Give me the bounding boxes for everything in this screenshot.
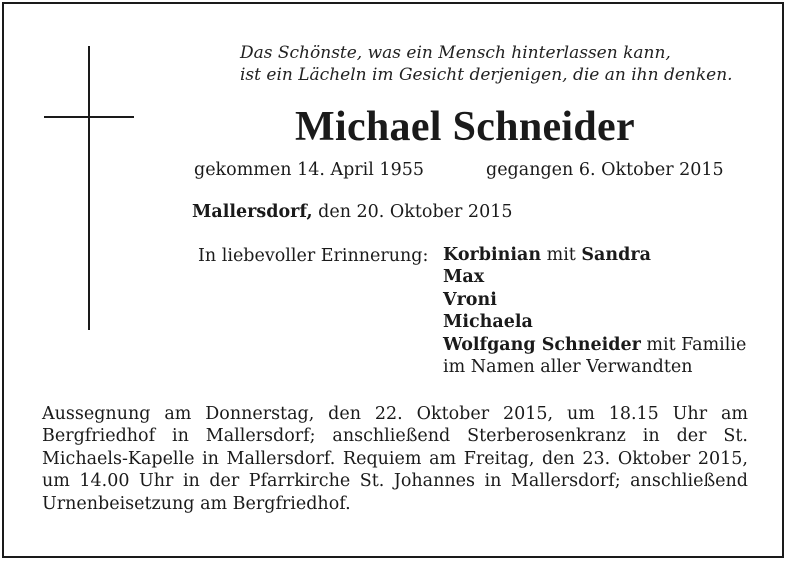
mourner-line-3 [443, 289, 746, 311]
place-name: Mallersdorf, [192, 202, 313, 222]
mourner-name: Korbinian [443, 245, 542, 265]
memory-label: In liebevoller Erinnerung: [198, 246, 429, 266]
mourner-line-6: im Namen aller Verwandten [443, 357, 693, 378]
death-date: gegangen 6. Oktober 2015 [486, 160, 724, 180]
mourner-suffix: mit Familie [640, 334, 747, 355]
service-details: Aussegnung am Donnerstag, den 22. Oktober 2015, um 18.15 Uhr am Bergfriedhof in Mallersdorf; anschließend Sterberosenkranz in der St. Michaels-Kapelle in Mallersdorf. Requiem am Freitag, den 23. Oktober 2015, um 14.00 Uhr in der Pfarrkirche St. Johannes in Mallersdorf; anschließend Urnenbeisetzung am Bergfriedhof. [42, 404, 748, 514]
mourner-line-2 [443, 266, 746, 288]
memorial-quote [240, 42, 760, 86]
mourner-conjunction: mit [541, 245, 582, 265]
place-and-date [192, 200, 512, 224]
mourner-line-1 [443, 244, 746, 266]
quote-line-1: Das Schönste, was ein Mensch hinterlassen kann, [240, 43, 671, 63]
mourner-line-5 [443, 334, 746, 356]
quote-line-2: ist ein Lächeln im Gesicht derjenigen, die an ihn denken. [240, 65, 733, 85]
mourner-name: Vroni [443, 289, 497, 310]
cross-horizontal-bar [44, 116, 134, 118]
notice-date: den 20. Oktober 2015 [312, 202, 513, 222]
deceased-name: Michael Schneider [295, 104, 635, 150]
mourner-name: Sandra [581, 245, 651, 265]
cross-vertical-bar [88, 46, 90, 330]
birth-date: gekommen 14. April 1955 [194, 160, 424, 180]
mourner-name: Wolfgang Schneider [443, 334, 641, 355]
mourners-list [443, 244, 746, 378]
mourner-name: Michaela [443, 312, 533, 333]
mourner-name: Max [443, 267, 485, 288]
mourner-line-4 [443, 311, 746, 333]
